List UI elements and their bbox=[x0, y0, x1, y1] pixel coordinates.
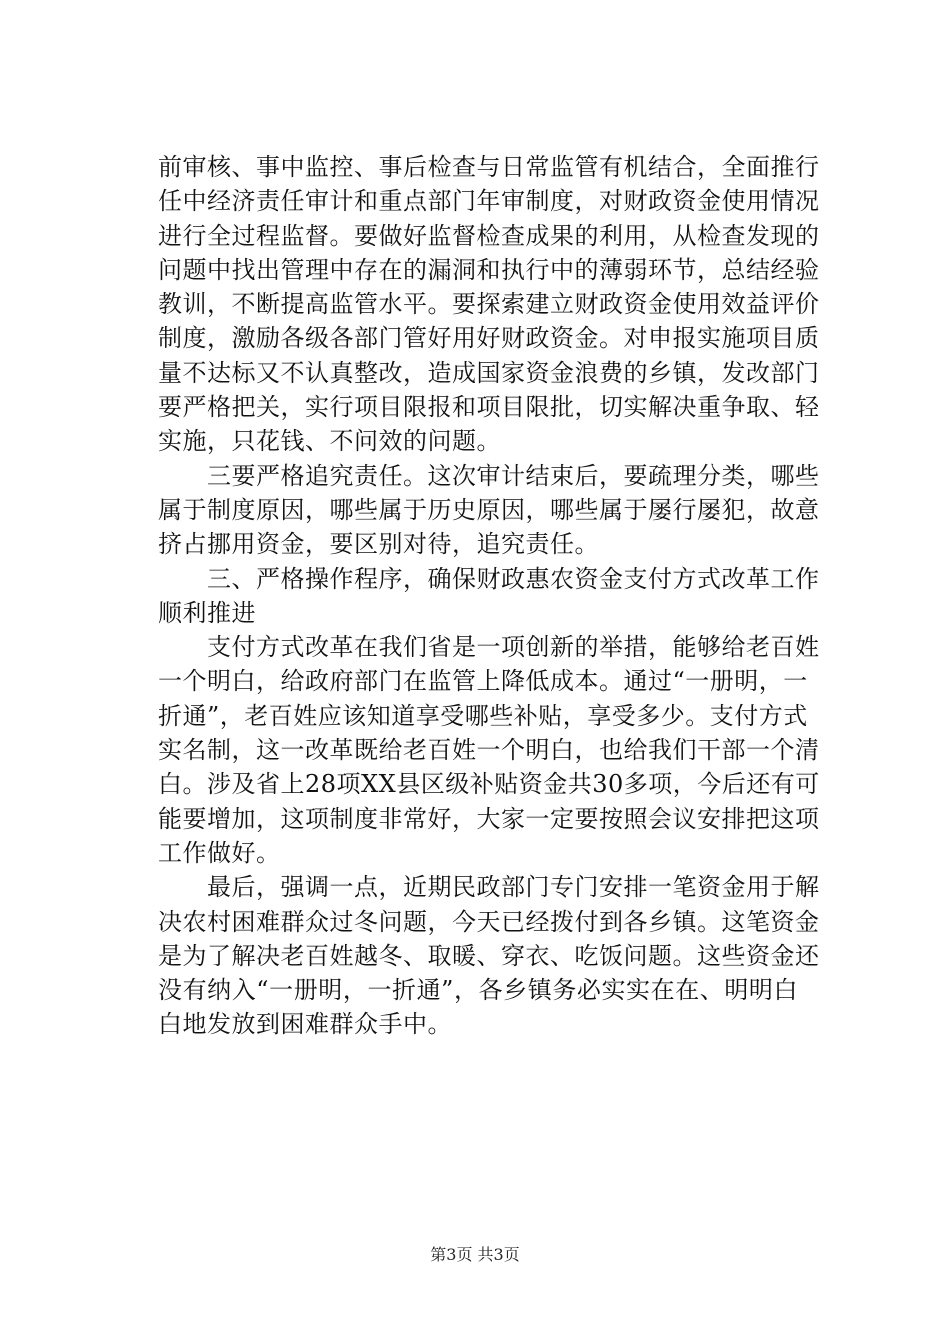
text-line: 最后，强调一点，近期民政部门专门安排一笔资金用于解 bbox=[158, 873, 820, 902]
section-heading-line: 顺利推进 bbox=[158, 598, 256, 627]
text-line: 任中经济责任审计和重点部门年审制度，对财政资金使用情况 bbox=[158, 187, 820, 216]
text-line: 要严格把关，实行项目限报和项目限批，切实解决重争取、轻 bbox=[158, 393, 820, 422]
document-body bbox=[158, 150, 820, 1042]
text-line: 决农村困难群众过冬问题，今天已经拨付到各乡镇。这笔资金 bbox=[158, 907, 820, 936]
text-line: 实名制，这一改革既给老百姓一个明白，也给我们干部一个清 bbox=[158, 736, 820, 765]
text-line: 前审核、事中监控、事后检查与日常监管有机结合，全面推行 bbox=[158, 153, 820, 181]
section-heading-line: 三、严格操作程序，确保财政惠农资金支付方式改革工作 bbox=[158, 564, 820, 593]
text-line: 挤占挪用资金，要区别对待，追究责任。 bbox=[158, 530, 599, 559]
text-line: 能要增加，这项制度非常好，大家一定要按照会议安排把这项 bbox=[158, 804, 820, 833]
text-line: 量不达标又不认真整改，造成国家资金浪费的乡镇，发改部门 bbox=[158, 358, 820, 387]
text-line: 白地发放到困难群众手中。 bbox=[158, 1010, 452, 1039]
page-footer: 第3页 共3页 bbox=[430, 1245, 520, 1264]
text-line: 工作做好。 bbox=[158, 838, 281, 867]
text-line: 白。涉及省上28项XX县区级补贴资金共30多项，今后还有可 bbox=[158, 770, 820, 799]
text-line: 教训，不断提高监管水平。要探索建立财政资金使用效益评价 bbox=[158, 290, 820, 319]
text-line: 一个明白，给政府部门在监管上降低成本。通过“一册明，一 bbox=[158, 667, 808, 696]
text-line: 问题中找出管理中存在的漏洞和执行中的薄弱环节，总结经验 bbox=[158, 255, 820, 284]
text-line: 没有纳入“一册明，一折通”，各乡镇务必实实在在、明明白 bbox=[158, 976, 798, 1005]
text-line: 进行全过程监督。要做好监督检查成果的利用，从检查发现的 bbox=[158, 221, 820, 250]
text-line: 折通”，老百姓应该知道享受哪些补贴，享受多少。支付方式 bbox=[158, 701, 808, 730]
text-line: 实施，只花钱、不问效的问题。 bbox=[158, 427, 501, 456]
text-line: 制度，激励各级各部门管好用好财政资金。对申报实施项目质 bbox=[158, 324, 820, 353]
text-line: 支付方式改革在我们省是一项创新的举措，能够给老百姓 bbox=[158, 633, 820, 662]
text-line: 是为了解决老百姓越冬、取暖、穿衣、吃饭问题。这些资金还 bbox=[158, 941, 820, 970]
text-line: 三要严格追究责任。这次审计结束后，要疏理分类，哪些 bbox=[158, 461, 820, 490]
text-line: 属于制度原因，哪些属于历史原因，哪些属于屡行屡犯，故意 bbox=[158, 495, 820, 524]
